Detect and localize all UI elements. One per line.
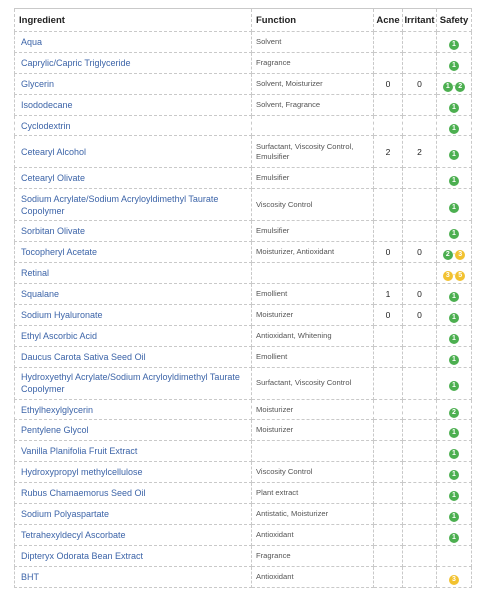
acne-cell [374, 504, 403, 525]
table-row [15, 115, 472, 136]
function-cell: Moisturizer [252, 304, 374, 325]
acne-cell [374, 545, 403, 566]
safety-badges [449, 40, 459, 50]
safety-cell [437, 242, 472, 263]
safety-score-badge: 3 [449, 575, 459, 585]
safety-score-badge: 1 [449, 428, 459, 438]
ingredient-link[interactable]: Retinal [15, 263, 252, 284]
ingredient-link[interactable]: Rubus Chamaemorus Seed Oil [15, 483, 252, 504]
function-cell: Moisturizer, Antioxidant [252, 242, 374, 263]
function-cell: Fragrance [252, 52, 374, 73]
function-cell: Moisturizer [252, 420, 374, 441]
acne-cell [374, 168, 403, 189]
table-row [15, 73, 472, 94]
safety-badges [449, 491, 459, 501]
table-row [15, 221, 472, 242]
ingredient-link[interactable]: Daucus Carota Sativa Seed Oil [15, 346, 252, 367]
table-row [15, 367, 472, 399]
safety-cell [437, 524, 472, 545]
safety-cell [437, 367, 472, 399]
irritant-cell [403, 566, 437, 587]
ingredient-link[interactable]: Ethylhexylglycerin [15, 399, 252, 420]
safety-score-badge: 1 [449, 203, 459, 213]
acne-cell [374, 32, 403, 53]
function-cell: Emollient [252, 346, 374, 367]
safety-cell [437, 462, 472, 483]
safety-badges [449, 176, 459, 186]
safety-score-badge: 1 [449, 533, 459, 543]
table-row [15, 263, 472, 284]
function-cell: Surfactant, Viscosity Control, Emulsifier [252, 136, 374, 168]
table-row [15, 304, 472, 325]
irritant-cell [403, 325, 437, 346]
safety-badges [449, 533, 459, 543]
ingredient-link[interactable]: Cyclodextrin [15, 115, 252, 136]
safety-score-badge: 1 [443, 82, 453, 92]
function-cell: Antistatic, Moisturizer [252, 504, 374, 525]
acne-cell [374, 399, 403, 420]
function-cell [252, 115, 374, 136]
irritant-cell [403, 263, 437, 284]
acne-cell [374, 346, 403, 367]
irritant-cell [403, 524, 437, 545]
safety-badges [449, 470, 459, 480]
table-row [15, 325, 472, 346]
safety-score-badge: 2 [455, 82, 465, 92]
acne-cell [374, 325, 403, 346]
safety-badges [449, 61, 459, 71]
function-cell [252, 263, 374, 284]
ingredient-link[interactable]: Cetearyl Alcohol [15, 136, 252, 168]
safety-badges [449, 355, 459, 365]
safety-cell [437, 346, 472, 367]
column-header-function[interactable]: Function [252, 9, 374, 32]
ingredient-link[interactable]: Sodium Polyaspartate [15, 504, 252, 525]
acne-cell [374, 94, 403, 115]
acne-cell [374, 221, 403, 242]
column-header-safety[interactable]: Safety [437, 9, 472, 32]
safety-cell [437, 483, 472, 504]
table-row [15, 399, 472, 420]
irritant-cell [403, 94, 437, 115]
irritant-cell [403, 483, 437, 504]
safety-score-badge: 1 [449, 491, 459, 501]
ingredient-link[interactable]: Aqua [15, 32, 252, 53]
irritant-cell [403, 545, 437, 566]
safety-range-separator: - [452, 272, 456, 280]
safety-score-badge: 5 [455, 271, 465, 281]
table-row [15, 504, 472, 525]
safety-cell [437, 545, 472, 566]
acne-cell [374, 462, 403, 483]
acne-cell [374, 189, 403, 221]
safety-cell [437, 94, 472, 115]
safety-badges [449, 334, 459, 344]
safety-cell [437, 168, 472, 189]
safety-cell [437, 115, 472, 136]
safety-cell [437, 399, 472, 420]
safety-badges [449, 428, 459, 438]
safety-cell [437, 189, 472, 221]
irritant-cell: 2 [403, 136, 437, 168]
table-row [15, 483, 472, 504]
table-row [15, 136, 472, 168]
ingredient-table-container [14, 8, 471, 588]
table-row [15, 168, 472, 189]
irritant-cell: 0 [403, 284, 437, 305]
table-row [15, 52, 472, 73]
irritant-cell [403, 367, 437, 399]
safety-badges [449, 150, 459, 160]
irritant-cell [403, 32, 437, 53]
table-header-row [15, 9, 472, 32]
acne-cell [374, 524, 403, 545]
safety-cell [437, 304, 472, 325]
acne-cell [374, 263, 403, 284]
safety-badges [449, 408, 459, 418]
safety-cell [437, 284, 472, 305]
table-row [15, 242, 472, 263]
irritant-cell [403, 189, 437, 221]
safety-score-badge: 1 [449, 124, 459, 134]
irritant-cell: 0 [403, 242, 437, 263]
ingredient-link[interactable]: Hydroxyethyl Acrylate/Sodium Acryloyldimethyl Taurate Copolymer [15, 367, 252, 399]
safety-score-badge: 1 [449, 61, 459, 71]
safety-score-badge: 1 [449, 150, 459, 160]
ingredient-link[interactable]: Glycerin [15, 73, 252, 94]
safety-score-badge: 2 [449, 408, 459, 418]
safety-score-badge: 3 [455, 250, 465, 260]
safety-score-badge: 1 [449, 40, 459, 50]
ingredient-link[interactable]: Cetearyl Olivate [15, 168, 252, 189]
safety-score-badge: 1 [449, 292, 459, 302]
function-cell: Surfactant, Viscosity Control [252, 367, 374, 399]
ingredient-table [14, 8, 472, 588]
irritant-cell [403, 168, 437, 189]
safety-score-badge: 1 [449, 355, 459, 365]
ingredient-link[interactable]: Sodium Acrylate/Sodium Acryloyldimethyl Taurate Copolymer [15, 189, 252, 221]
safety-score-badge: 1 [449, 381, 459, 391]
safety-cell [437, 566, 472, 587]
function-cell: Emollient [252, 284, 374, 305]
table-row [15, 346, 472, 367]
safety-cell [437, 420, 472, 441]
acne-cell: 0 [374, 73, 403, 94]
safety-score-badge: 1 [449, 176, 459, 186]
column-header-irritant[interactable]: Irritant [403, 9, 437, 32]
irritant-cell [403, 462, 437, 483]
function-cell: Viscosity Control [252, 189, 374, 221]
acne-cell: 0 [374, 304, 403, 325]
safety-badges [449, 313, 459, 323]
table-row [15, 189, 472, 221]
safety-score-badge: 1 [449, 449, 459, 459]
safety-cell [437, 136, 472, 168]
safety-cell [437, 504, 472, 525]
safety-badges [449, 381, 459, 391]
ingredient-link[interactable]: Ethyl Ascorbic Acid [15, 325, 252, 346]
safety-badges [449, 575, 459, 585]
acne-cell [374, 420, 403, 441]
safety-score-badge: 1 [449, 313, 459, 323]
function-cell: Antioxidant [252, 566, 374, 587]
column-header-acne[interactable]: Acne [374, 9, 403, 32]
safety-score-badge: 3 [443, 271, 453, 281]
irritant-cell [403, 346, 437, 367]
safety-badges [449, 229, 459, 239]
safety-cell [437, 441, 472, 462]
function-cell: Emulsifier [252, 168, 374, 189]
function-cell: Emulsifier [252, 221, 374, 242]
irritant-cell [403, 441, 437, 462]
function-cell: Solvent, Fragrance [252, 94, 374, 115]
ingredient-link[interactable]: Vanilla Planifolia Fruit Extract [15, 441, 252, 462]
safety-score-badge: 1 [449, 512, 459, 522]
acne-cell: 1 [374, 284, 403, 305]
acne-cell [374, 441, 403, 462]
table-row [15, 284, 472, 305]
safety-range-separator: - [452, 82, 456, 90]
function-cell: Solvent [252, 32, 374, 53]
safety-cell [437, 52, 472, 73]
safety-badges [443, 82, 465, 92]
ingredient-link[interactable]: Squalane [15, 284, 252, 305]
safety-badges [449, 124, 459, 134]
ingredient-link[interactable]: Tetrahexyldecyl Ascorbate [15, 524, 252, 545]
safety-score-badge: 1 [449, 103, 459, 113]
function-cell: Plant extract [252, 483, 374, 504]
irritant-cell: 0 [403, 304, 437, 325]
safety-cell [437, 73, 472, 94]
function-cell: Solvent, Moisturizer [252, 73, 374, 94]
ingredient-link[interactable]: Sodium Hyaluronate [15, 304, 252, 325]
irritant-cell [403, 221, 437, 242]
safety-badges [449, 449, 459, 459]
function-cell [252, 441, 374, 462]
table-row [15, 32, 472, 53]
function-cell: Antioxidant [252, 524, 374, 545]
safety-score-badge: 2 [443, 250, 453, 260]
safety-cell [437, 263, 472, 284]
function-cell: Fragrance [252, 545, 374, 566]
acne-cell: 0 [374, 242, 403, 263]
table-body [15, 32, 472, 588]
acne-cell [374, 367, 403, 399]
table-row [15, 566, 472, 587]
irritant-cell [403, 115, 437, 136]
function-cell: Viscosity Control [252, 462, 374, 483]
acne-cell [374, 52, 403, 73]
safety-cell [437, 32, 472, 53]
table-row [15, 420, 472, 441]
safety-badges [449, 203, 459, 213]
table-row [15, 462, 472, 483]
irritant-cell [403, 399, 437, 420]
safety-badges [443, 250, 465, 260]
table-row [15, 524, 472, 545]
function-cell: Antioxidant, Whitening [252, 325, 374, 346]
safety-score-badge: 1 [449, 470, 459, 480]
column-header-ingredient[interactable]: Ingredient [15, 9, 252, 32]
safety-badges [449, 103, 459, 113]
ingredient-link[interactable]: Isododecane [15, 94, 252, 115]
ingredient-link[interactable]: Caprylic/Capric Triglyceride [15, 52, 252, 73]
irritant-cell: 0 [403, 73, 437, 94]
table-row [15, 441, 472, 462]
table-row [15, 545, 472, 566]
safety-cell [437, 221, 472, 242]
ingredient-link[interactable]: Tocopheryl Acetate [15, 242, 252, 263]
irritant-cell [403, 504, 437, 525]
irritant-cell [403, 420, 437, 441]
safety-badges [443, 271, 465, 281]
ingredient-link[interactable]: Hydroxypropyl methylcellulose [15, 462, 252, 483]
ingredient-link[interactable]: Dipteryx Odorata Bean Extract [15, 545, 252, 566]
safety-score-badge: 1 [449, 229, 459, 239]
safety-cell [437, 325, 472, 346]
safety-score-badge: 1 [449, 334, 459, 344]
acne-cell: 2 [374, 136, 403, 168]
safety-badges [449, 512, 459, 522]
ingredient-link[interactable]: Sorbitan Olivate [15, 221, 252, 242]
acne-cell [374, 566, 403, 587]
safety-badges [449, 292, 459, 302]
irritant-cell [403, 52, 437, 73]
ingredient-link[interactable]: Pentylene Glycol [15, 420, 252, 441]
ingredient-link[interactable]: BHT [15, 566, 252, 587]
acne-cell [374, 483, 403, 504]
safety-range-separator: - [452, 251, 456, 259]
function-cell: Moisturizer [252, 399, 374, 420]
table-row [15, 94, 472, 115]
acne-cell [374, 115, 403, 136]
